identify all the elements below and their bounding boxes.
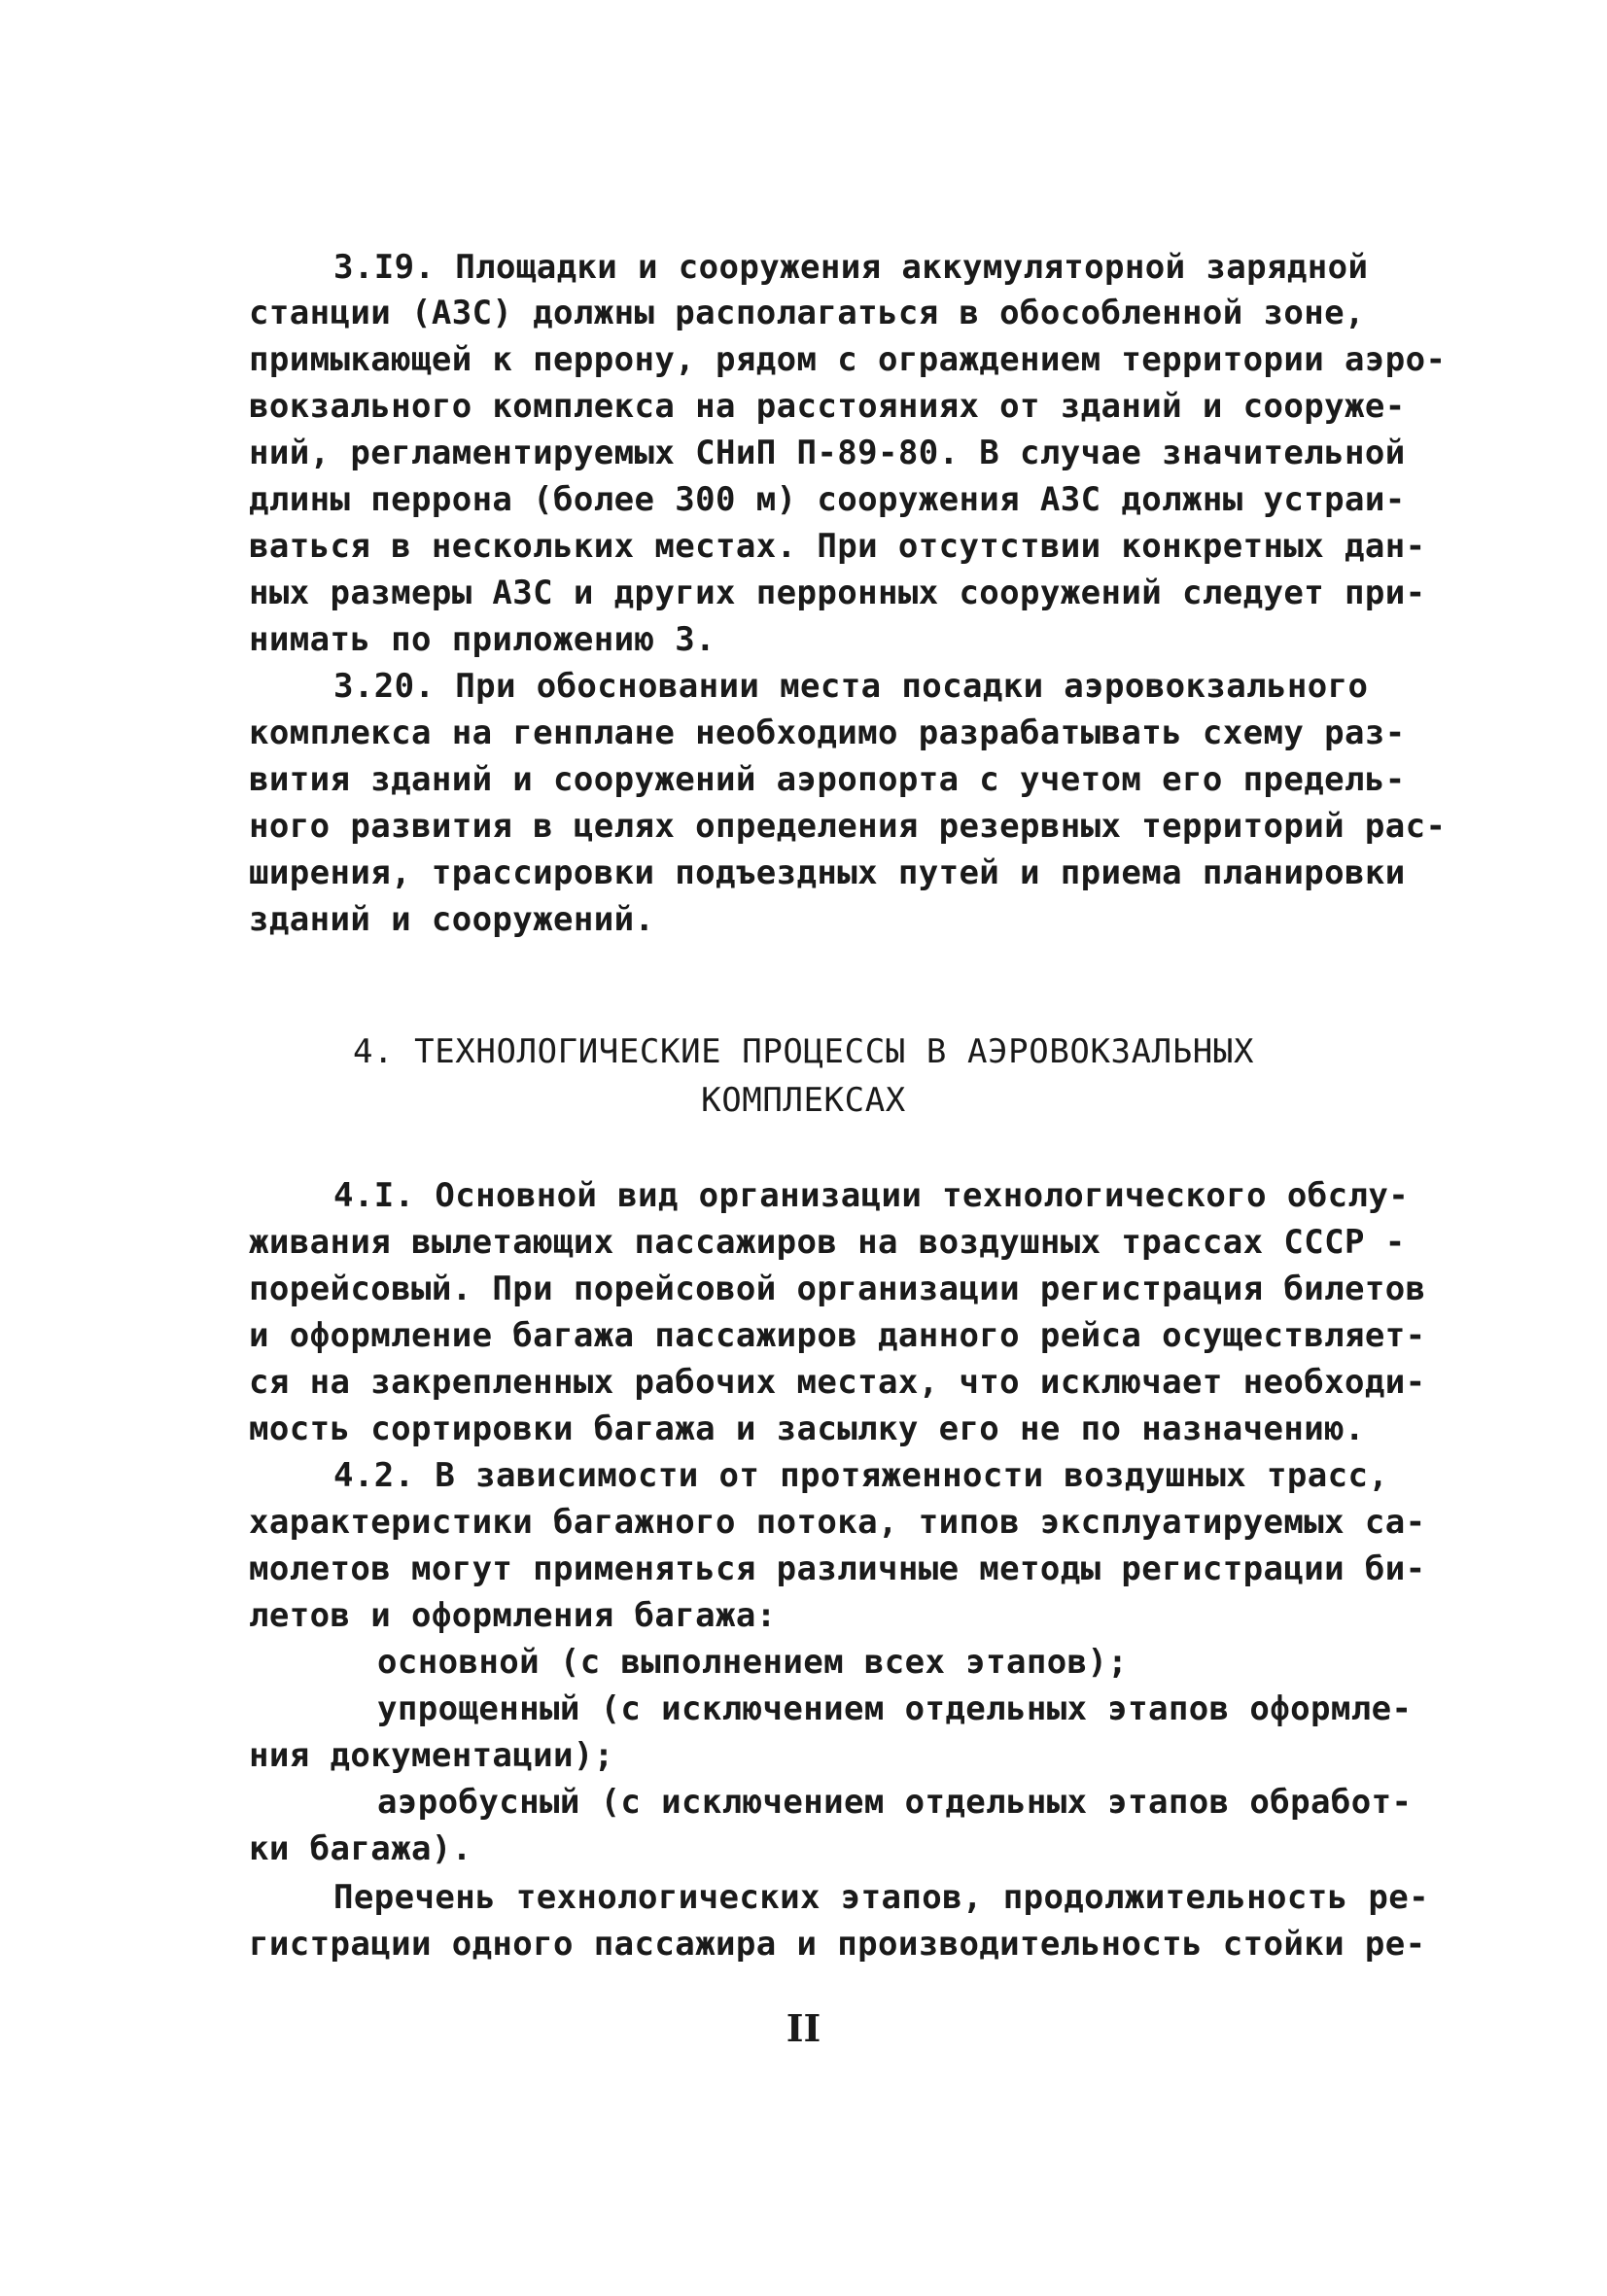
text-line: ширения, трассировки подъездных путей и приема планировки xyxy=(249,853,1406,892)
list-item: упрощенный (с исключением отдельных этапов оформле- xyxy=(377,1689,1413,1728)
text-line: ся на закрепленных рабочих местах, что исключает необходи- xyxy=(249,1363,1426,1402)
list-item-continued: ки багажа). xyxy=(249,1829,472,1868)
text-line: ных размеры АЗС и других перронных сооружений следует при- xyxy=(249,574,1426,612)
text-line: Перечень технологических этапов, продолжительность ре- xyxy=(333,1878,1429,1917)
text-line: станции (АЗС) должны располагаться в обособленной зоне, xyxy=(249,294,1365,332)
text-line: нимать по приложению 3. xyxy=(249,620,716,659)
text-line: характеристики багажного потока, типов эксплуатируемых са- xyxy=(249,1503,1426,1542)
text-line: 3.20. При обосновании места посадки аэровокзального xyxy=(333,667,1369,706)
text-line: и оформление багажа пассажиров данного рейса осуществляет- xyxy=(249,1316,1426,1355)
page-number: II xyxy=(786,2006,821,2050)
text-line: 3.I9. Площадки и сооружения аккумуляторной зарядной xyxy=(333,248,1369,287)
text-line: зданий и сооружений. xyxy=(249,900,655,939)
text-line: вокзального комплекса на расстояниях от зданий и сооруже- xyxy=(249,387,1406,426)
text-line: живания вылетающих пассажиров на воздушных трассах СССР - xyxy=(249,1223,1406,1262)
list-item: аэробусный (с исключением отдельных этапов обработ- xyxy=(377,1783,1413,1822)
text-line: мость сортировки багажа и засылку его не по назначению. xyxy=(249,1409,1365,1448)
text-line: молетов могут применяться различные методы регистрации би- xyxy=(249,1549,1426,1588)
text-line: 4.I. Основной вид организации технологического обслу- xyxy=(333,1176,1410,1215)
section-heading: 4. ТЕХНОЛОГИЧЕСКИЕ ПРОЦЕССЫ В АЭРОВОКЗАЛЬНЫХ xyxy=(352,1032,1255,1071)
text-line: порейсовый. При порейсовой организации регистрация билетов xyxy=(249,1270,1426,1308)
list-item: основной (с выполнением всех этапов); xyxy=(377,1643,1129,1682)
text-line: длины перрона (более 300 м) сооружения АЗС должны устраи- xyxy=(249,480,1406,519)
text-line: летов и оформления багажа: xyxy=(249,1596,777,1635)
text-line: ваться в нескольких местах. При отсутствии конкретных дан- xyxy=(249,527,1426,566)
text-line: ного развития в целях определения резервных территорий рас- xyxy=(249,807,1447,846)
text-line: гистрации одного пассажира и производительность стойки ре- xyxy=(249,1925,1426,1964)
text-line: примыкающей к перрону, рядом с ограждением территории аэро- xyxy=(249,340,1447,379)
text-line: ний, регламентируемых СНиП П-89-80. В случае значительной xyxy=(249,434,1406,472)
text-line: 4.2. В зависимости от протяженности воздушных трасс, xyxy=(333,1456,1389,1495)
section-heading-continued: КОМПЛЕКСАХ xyxy=(701,1081,906,1120)
text-line: комплекса на генплане необходимо разрабатывать схему раз- xyxy=(249,713,1406,752)
text-line: вития зданий и сооружений аэропорта с учетом его предель- xyxy=(249,760,1406,799)
list-item-continued: ния документации); xyxy=(249,1736,614,1775)
